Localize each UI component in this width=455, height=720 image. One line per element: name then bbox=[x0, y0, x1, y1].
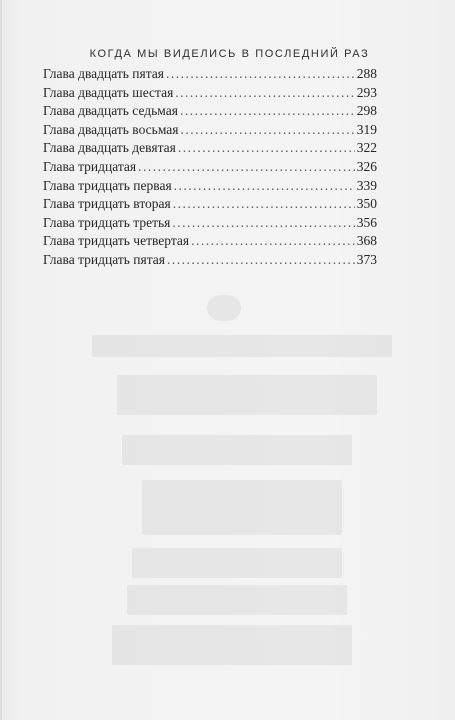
toc-entry-page: 356 bbox=[356, 214, 377, 230]
show-through-block bbox=[112, 625, 352, 665]
show-through-age-badge bbox=[207, 295, 241, 321]
show-through-block bbox=[92, 335, 392, 357]
toc-entry-title: Глава тридцать пятая bbox=[43, 251, 165, 267]
toc-leader-dots bbox=[180, 122, 354, 138]
toc-entry bbox=[43, 252, 377, 271]
toc-leader-dots bbox=[166, 66, 355, 82]
toc-entry-page: 339 bbox=[356, 177, 377, 193]
toc-entry bbox=[43, 159, 377, 178]
show-through-block bbox=[127, 585, 347, 615]
toc-leader-dots bbox=[175, 85, 354, 101]
toc-entry bbox=[43, 66, 377, 85]
toc-leader-dots bbox=[180, 103, 355, 119]
toc-entry bbox=[43, 85, 377, 104]
toc-entry-page: 373 bbox=[356, 251, 377, 267]
toc-entry-title: Глава тридцатая bbox=[43, 158, 137, 174]
toc-leader-dots bbox=[174, 178, 355, 194]
toc-entry-title: Глава тридцать вторая bbox=[43, 196, 171, 212]
toc-entry-title: Глава двадцать пятая bbox=[43, 66, 165, 81]
toc-entry-page: 350 bbox=[356, 196, 377, 212]
toc-leader-dots bbox=[138, 159, 355, 175]
toc-leader-dots bbox=[172, 215, 354, 231]
toc-entry-title: Глава тридцать четвертая bbox=[43, 233, 190, 249]
running-head: КОГДА МЫ ВИДЕЛИСЬ В ПОСЛЕДНИЙ РАЗ bbox=[89, 48, 370, 60]
toc-leader-dots bbox=[167, 252, 355, 268]
toc-entry-title: Глава двадцать седьмая bbox=[43, 103, 178, 119]
show-through-block bbox=[132, 548, 342, 578]
toc-entry-page: 326 bbox=[356, 158, 377, 174]
toc-leader-dots bbox=[173, 196, 355, 212]
toc-entry-page: 298 bbox=[356, 103, 377, 119]
toc-entry bbox=[43, 122, 377, 141]
toc-entry-page: 322 bbox=[356, 140, 377, 156]
toc-entry-page: 288 bbox=[356, 66, 377, 81]
toc-leader-dots bbox=[191, 233, 355, 249]
toc-entry-title: Глава двадцать шестая bbox=[43, 84, 174, 100]
show-through-block bbox=[122, 435, 352, 465]
show-through-block bbox=[142, 480, 342, 535]
toc-entry-page: 293 bbox=[356, 84, 377, 100]
toc-entry bbox=[43, 196, 377, 215]
toc-entry bbox=[43, 215, 377, 234]
toc-entry-page: 368 bbox=[356, 233, 377, 249]
toc-entry-title: Глава двадцать восьмая bbox=[43, 121, 179, 137]
table-of-contents bbox=[43, 66, 377, 271]
toc-entry-title: Глава двадцать девятая bbox=[43, 140, 176, 156]
toc-entry-page: 319 bbox=[356, 121, 377, 137]
toc-entry bbox=[43, 178, 377, 197]
toc-entry-title: Глава тридцать первая bbox=[43, 177, 172, 193]
toc-entry bbox=[43, 140, 377, 159]
toc-entry bbox=[43, 233, 377, 252]
toc-leader-dots bbox=[178, 140, 355, 156]
show-through-block bbox=[117, 375, 377, 415]
toc-entry bbox=[43, 103, 377, 122]
toc-entry-title: Глава тридцать третья bbox=[43, 214, 171, 230]
